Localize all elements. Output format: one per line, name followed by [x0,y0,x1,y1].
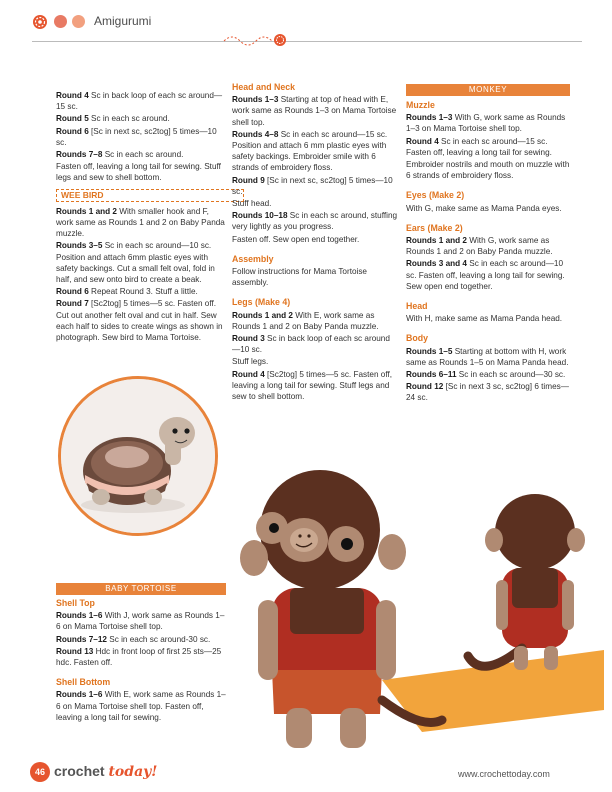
round-label: Rounds 10–18 [232,211,288,221]
footer-url: www.crochettoday.com [458,769,550,779]
round-text: With G, work same as Rounds 1 and 2 on Baby Panda muzzle. [406,236,553,257]
round-label: Rounds 1–6 [56,611,103,621]
round-text: With J, work same as Rounds 1–6 on Mama Tortoise shell top. [56,611,225,632]
head-neck-heading: Head and Neck [232,82,296,92]
instruction-text: Stuff head. [232,199,272,209]
instruction-text: Fasten off. Sew open end together. [232,234,360,244]
brand-crochet: crochet [54,763,105,779]
round-label: Rounds 6–11 [406,370,457,380]
header-dot-peach [72,15,85,28]
round-label: Rounds 1–5 [406,346,453,356]
instruction-text: Follow instructions for Mama Tortoise assembly. [232,267,367,288]
instruction-text: With H, make same as Mama Panda head. [406,314,563,324]
round-text: Sc in each sc around—30 sc. [456,370,566,380]
section-title: Amigurumi [94,14,152,28]
round-text: Sc in each sc around—10 sc. Position and attach 6mm plastic eyes with safety backings. Cut a small felt oval, fold in half, and sew onto bird to create a beak. [56,241,215,285]
round-label: Rounds 3–5 [56,241,103,251]
monkey-banner: MONKEY [406,84,570,96]
round-text: With E, work same as Rounds 1 and 2 on Baby Panda muzzle. [232,310,379,331]
shell-top-heading: Shell Top [56,598,95,608]
round-label: Rounds 3 and 4 [406,259,467,269]
round-text: Sc in back loop of each sc around—10 sc. [232,334,390,355]
round-label: Round 6 [56,126,89,136]
round-label: Rounds 1 and 2 [406,236,467,246]
instruction-text: Embroider nostrils and mouth on muzzle with 6 strands of embroidery floss. [406,160,570,181]
round-label: Round 12 [406,382,444,392]
round-text: Sc in each sc around—15 sc. Position and attach 6 mm plastic eyes with safety backings. Embroider smile with 6 strands of embroidery floss. [232,129,388,173]
baby-tortoise-banner: BABY TORTOISE [56,583,226,595]
header-ornament [222,29,292,56]
brand-logo [54,763,157,780]
page-number: 46 [30,762,50,782]
header-dot-salmon [54,15,67,28]
instruction-text: Stuff legs. [232,357,269,367]
round-text: Sc in each sc around—15 sc. Fasten off, leaving a long tail for sewing. [406,136,552,157]
round-label: Rounds 1–3 [232,95,279,105]
header-bar [32,14,582,54]
shell-bottom-heading: Shell Bottom [56,677,111,688]
round-label: Rounds 4–8 [232,129,279,139]
round-text: Sc in each sc around, stuffing very lightly as you progress. [232,211,398,232]
round-text: With E, work same as Rounds 1–6 on Mama Tortoise shell top. Fasten off, leaving a long tail for sewing. [56,690,226,722]
round-text: [Sc in next sc, sc2tog] 5 times—10 sc. [56,126,217,147]
round-label: Round 4 [232,369,265,379]
round-label: Rounds 1 and 2 [232,310,293,320]
round-text: [Sc in next 3 sc, sc2tog] 6 times—24 sc. [406,382,569,403]
head-heading: Head [406,301,428,312]
round-text: [Sc in next sc, sc2tog] 5 times—10 sc. [232,175,393,196]
legs-heading: Legs (Make 4) [232,297,291,308]
round-label: Round 13 [56,646,94,656]
body-heading: Body [406,333,428,344]
wee-bird-heading: WEE BIRD [56,189,244,202]
round-text: Hdc in front loop of first 25 sts—25 hdc. Fasten off. [56,646,222,668]
baby-tortoise-section [56,598,226,724]
monkey-photo [232,470,604,770]
muzzle-heading: Muzzle [406,100,435,110]
eyes-heading: Eyes (Make 2) [406,190,465,201]
round-text: Sc in each sc around. [88,114,170,124]
round-label: Round 7 [56,299,89,309]
round-label: Round 4 [56,91,89,100]
round-label: Round 9 [232,175,265,185]
round-label: Rounds 7–12 [56,634,107,644]
round-text: Starting at bottom with H, work same as Rounds 1–5 on Mama Panda head. [406,346,569,367]
round-label: Round 4 [406,136,439,146]
round-label: Round 3 [232,334,265,344]
column-right [406,100,572,405]
flower-icon [32,14,48,35]
round-text: Sc in each sc around—10 sc. Fasten off, leaving a long tail for sewing. Sew open end together. [406,259,565,291]
round-label: Rounds 1 and 2 [56,206,117,216]
round-text: Sc in back loop of each sc around—15 sc. [56,91,223,112]
round-label: Round 5 [56,114,89,124]
round-text: Sc in each sc around-30 sc. [106,634,211,644]
round-label: Rounds 1–6 [56,690,103,700]
round-text: [Sc2tog] 5 times—5 sc. Fasten off, leaving a long tail for sewing. Stuff legs and sew to shell bottom. [232,369,393,402]
round-text: Sc in each sc around. [102,150,184,160]
round-text: Repeat Round 3. Stuff a little. [88,287,198,297]
instruction-text: With G, make same as Mama Panda eyes. [406,203,562,213]
instruction-text: Fasten off, leaving a long tail for sewing. Stuff legs and sew to shell bottom. [56,162,221,183]
column-left [56,90,226,344]
round-label: Rounds 1–3 [406,113,453,123]
round-label: Round 6 [56,287,89,297]
round-text: Starting at top of head with E, work same as Rounds 1–3 on Mama Tortoise shell top. [232,95,397,127]
header-rule [32,41,582,42]
round-text: With G, work same as Rounds 1–3 on Mama Tortoise shell top. [406,113,566,134]
baby-tortoise-photo [58,376,218,536]
assembly-heading: Assembly [232,253,274,264]
column-middle [232,82,398,403]
round-label: Rounds 7–8 [56,150,103,160]
round-text: [Sc2tog] 5 times—5 sc. Fasten off. Cut out another felt oval and cut in half. Sew each half to sides to create wings as shown in photograph. Sew bird to Mama Tortoise. [56,299,223,343]
brand-today: today! [108,764,158,780]
ears-heading: Ears (Make 2) [406,222,463,233]
round-text: With smaller hook and F, work same as Rounds 1 and 2 on Baby Panda muzzle. [56,206,225,239]
